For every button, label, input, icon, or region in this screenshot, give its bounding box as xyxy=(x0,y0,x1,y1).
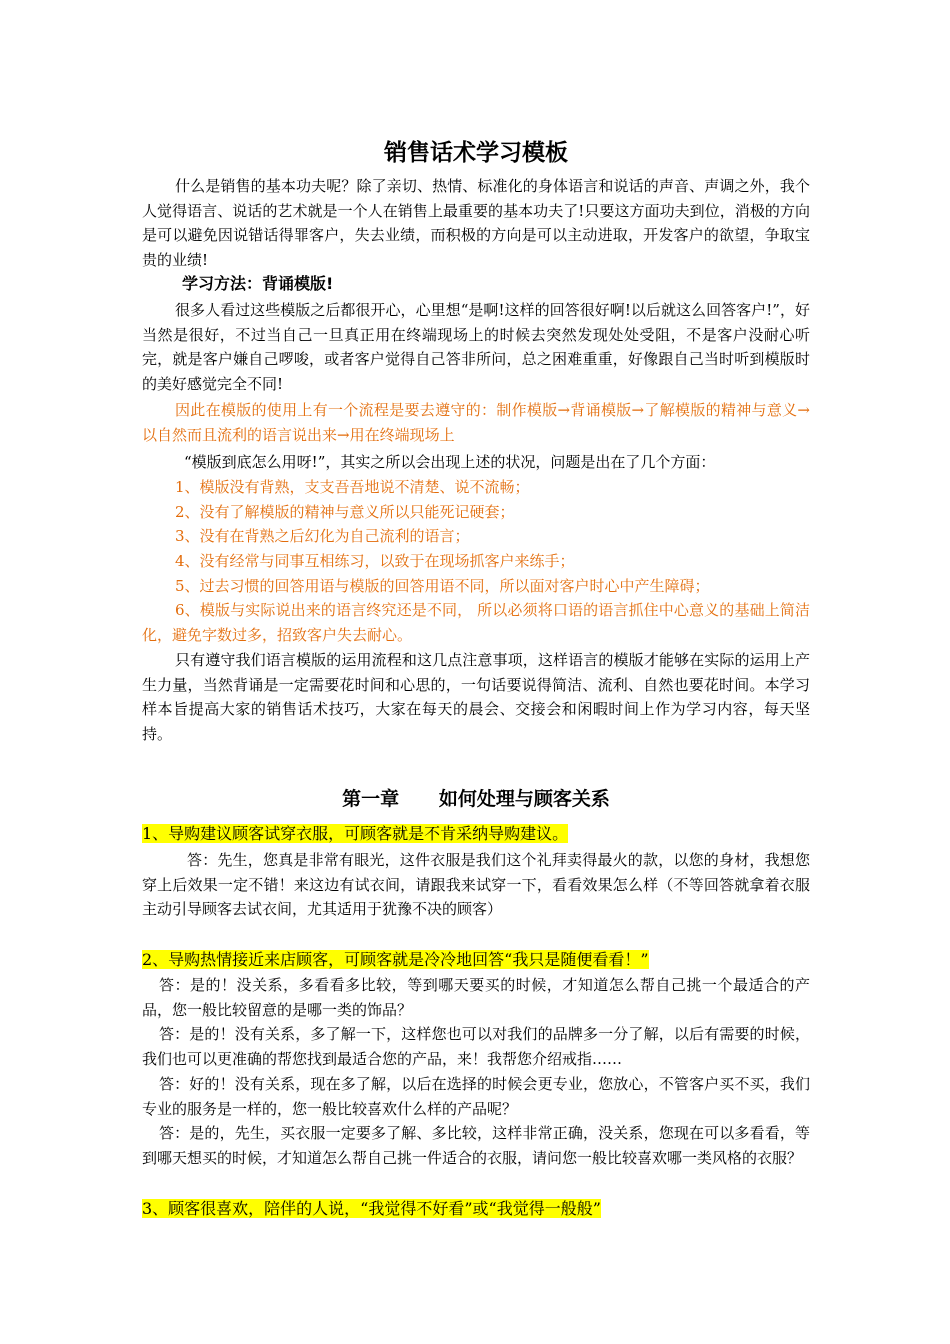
question-3-text: 3、顾客很喜欢，陪伴的人说，“我觉得不好看”或“我觉得一般般” xyxy=(142,1199,601,1218)
question-3 xyxy=(142,1196,601,1221)
problem-item: 4、没有经常与同事互相练习，以致于在现场抓客户来练手； xyxy=(175,552,575,570)
answer-2-item: 答：好的！没有关系，现在多了解，以后在选择的时候会更专业，您放心，不管客户买不买，我们专业的服务是一样的，您一般比较喜欢什么样的产品呢？ xyxy=(142,1075,810,1118)
study-method-heading: 学习方法：背诵模版! xyxy=(182,274,334,293)
problem-item: 5、过去习惯的回答用语与模版的回答用语不同，所以面对客户时心中产生障碍； xyxy=(175,577,710,595)
conclusion-paragraph: 只有遵守我们语言模版的运用流程和这几点注意事项，这样语言的模版才能够在实际的运用上产生力量，当然背诵是一定需要花时间和心思的，一句话要说得简洁、流利、自然也要花时间。本学习样本旨提高大家的销售话术技巧，大家在每天的晨会、交接会和闲暇时间上作为学习内容，每天坚持。 xyxy=(142,651,810,743)
problem-item: 2、没有了解模版的精神与意义所以只能死记硬套； xyxy=(175,503,515,521)
question-2 xyxy=(142,947,649,972)
question-1 xyxy=(142,821,568,846)
question-1-text: 1、导购建议顾客试穿衣服，可顾客就是不肯采纳导购建议。 xyxy=(142,824,569,843)
intro-paragraph: 什么是销售的基本功夫呢？除了亲切、热情、标准化的身体语言和说话的声音、声调之外，我个人觉得语言、说话的艺术就是一个人在销售上最重要的基本功夫了!只要这方面功夫到位，消极的方向是可以避免因说错话得罪客户，失去业绩，而积极的方向是可以主动进取，开发客户的欲望，争取宝贵的业绩! xyxy=(142,177,810,269)
answer-2-item: 答：是的！没关系，多看看多比较，等到哪天要买的时候，才知道怎么帮自己挑一个最适合的产品，您一般比较留意的是哪一类的饰品？ xyxy=(142,976,810,1019)
answer-2-item: 答：是的！没有关系，多了解一下，这样您也可以对我们的品牌多一分了解，以后有需要的时候，我们也可以更准确的帮您找到最适合您的产品，来！我帮您介绍戒指…… xyxy=(142,1025,810,1068)
problem-item: 3、没有在背熟之后幻化为自己流利的语言； xyxy=(175,527,470,545)
question-2-text: 2、导购热情接近来店顾客，可顾客就是冷冷地回答“我只是随便看看！” xyxy=(142,950,649,969)
question-line: “模版到底怎么用呀!”，其实之所以会出现上述的状况，问题是出在了几个方面： xyxy=(184,453,716,471)
problem-item: 1、模版没有背熟，支支吾吾地说不清楚、说不流畅； xyxy=(175,478,530,496)
chapter-heading xyxy=(142,784,810,814)
template-paragraph: 很多人看过这些模版之后都很开心，心里想“是啊!这样的回答很好啊!以后就这么回答客户!”，好当然是很好，不过当自己一旦真正用在终端现场上的时候去突然发现处处受阻，不是客户没耐心听完，就是客户嫌自己啰唆，或者客户觉得自己答非所问，总之困难重重，好像跟自己当时听到模版时的美好感觉完全不同! xyxy=(142,301,810,393)
answer-1: 答：先生，您真是非常有眼光，这件衣服是我们这个礼拜卖得最火的款，以您的身材，我想您穿上后效果一定不错！来这边有试衣间，请跟我来试穿一下，看看效果怎么样（不等回答就拿着衣服主动引导顾客去试衣间，尤其适用于犹豫不决的顾客） xyxy=(142,851,810,919)
process-paragraph: 因此在模版的使用上有一个流程是要去遵守的：制作模版→背诵模版→了解模版的精神与意义→以自然而且流利的语言说出来→用在终端现场上 xyxy=(142,401,810,444)
problem-item: 6、模版与实际说出来的语言终究还是不同， 所以必须将口语的语言抓住中心意义的基础上简洁化，避免字数过多，招致客户失去耐心。 xyxy=(142,601,810,644)
page-title: 销售话术学习模板 xyxy=(384,140,568,166)
chapter-title: 第一章 如何处理与顾客关系 xyxy=(342,788,610,810)
answer-2-item: 答：是的，先生，买衣服一定要多了解、多比较，这样非常正确，没关系，您现在可以多看看，等到哪天想买的时候，才知道怎么帮自己挑一件适合的衣服，请问您一般比较喜欢哪一类风格的衣服？ xyxy=(142,1124,810,1167)
